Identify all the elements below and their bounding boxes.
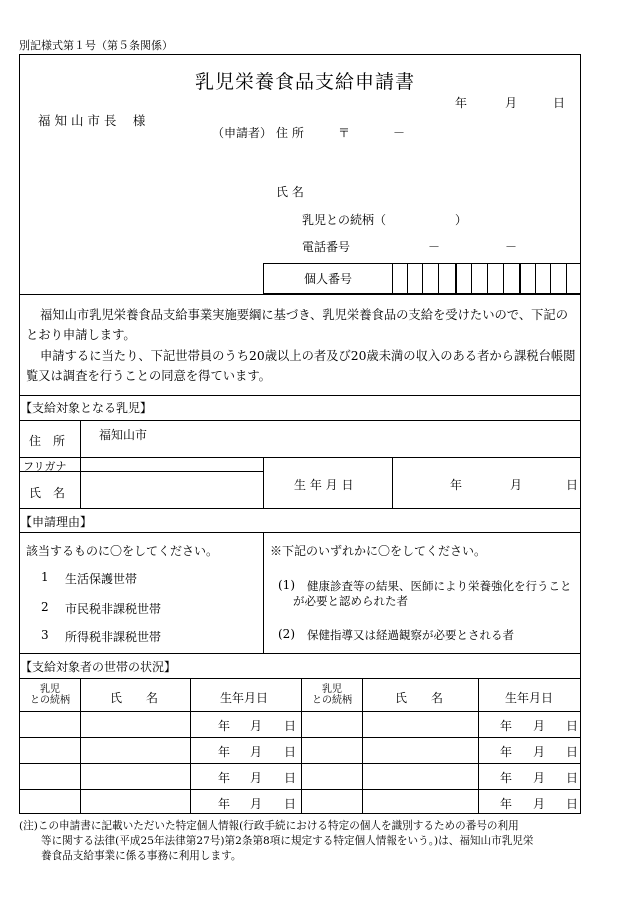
phone-label: 電話番号	[302, 240, 351, 254]
phone-dash-1: －	[428, 240, 441, 254]
row3-right-month: 月	[533, 771, 546, 785]
row1-right-month: 月	[533, 719, 546, 733]
reason-right-option-1-no: (1)	[278, 578, 295, 592]
col-birth-header-left: 生年月日	[220, 691, 269, 705]
section-infant-heading: 【支給対象となる乳児】	[20, 401, 153, 415]
col-name-header-left: 氏 名	[110, 691, 159, 705]
applicant-address-label: 住 所	[276, 126, 304, 140]
row1-left-day: 日	[284, 719, 297, 733]
row4-right-month: 月	[533, 797, 546, 811]
col-birth-header-right: 生年月日	[505, 691, 554, 705]
col-name-header-right: 氏 名	[395, 691, 444, 705]
row2-right-day: 日	[566, 745, 579, 759]
date-month-label: 月	[505, 96, 518, 110]
reason-right-option-2-no: (2)	[278, 627, 295, 641]
reason-right-option-2-text: 保健指導又は経過観察が必要とされる者	[307, 628, 514, 642]
reason-option-1-no: 1	[41, 570, 49, 584]
section-household-heading: 【支給対象者の世帯の状況】	[20, 660, 177, 674]
statement-paragraph-2: 申請するに当たり、下記世帯員のうち20歳以上の者及び20歳未満の収入のある者から課税台帳閲覧又は調査を行うことの同意を得ています。	[26, 349, 576, 383]
row2-left-year: 年	[218, 745, 231, 759]
row1-left-month: 月	[250, 719, 263, 733]
col-relation-header-right: 乳児 との続柄	[312, 684, 352, 706]
form-number: 別記様式第１号（第５条関係）	[19, 39, 173, 52]
row4-left-day: 日	[284, 797, 297, 811]
phone-dash-2: －	[505, 240, 518, 254]
date-year-label: 年	[455, 96, 468, 110]
row4-left-month: 月	[250, 797, 263, 811]
row2-right-month: 月	[533, 745, 546, 759]
reason-option-2-text: 市民税非課税世帯	[65, 602, 162, 616]
row2-right-year: 年	[500, 745, 513, 759]
infant-birth-year: 年	[450, 478, 463, 492]
row3-right-day: 日	[566, 771, 579, 785]
reason-left-instruction: 該当するものに〇をしてください。	[26, 544, 219, 558]
row2-left-month: 月	[250, 745, 263, 759]
reason-option-1-text: 生活保護世帯	[65, 572, 138, 586]
reason-right-instruction: ※下記のいずれかに〇をしてください。	[270, 544, 487, 558]
footnote-line-3: 養食品支給事業に係る事務に利用します。	[41, 850, 242, 862]
footnote-line-2: 等に関する法律(平成25年法律第27号)第2条第8項に規定する特定個人情報をいう。)は、福知山市乳児栄	[41, 835, 534, 847]
row4-right-day: 日	[566, 797, 579, 811]
applicant-label: （申請者）	[212, 126, 273, 140]
row1-left-year: 年	[218, 719, 231, 733]
row3-left-year: 年	[218, 771, 231, 785]
reason-option-2-no: 2	[41, 600, 49, 614]
mynumber-label: 個人番号	[304, 272, 353, 286]
addressee: 福 知 山 市 長 様	[38, 113, 146, 128]
infant-birth-label: 生 年 月 日	[294, 478, 354, 492]
furigana-label: フリガナ	[23, 460, 67, 473]
footnote-line-1: (注)この申請書に記載いただいた特定個人情報(行政手続における特定の個人を識別するための番号の利用	[19, 820, 519, 832]
infant-birth-day: 日	[566, 478, 579, 492]
statement-paragraph-1: 福知山市乳児栄養食品支給事業実施要綱に基づき、乳児栄養食品の支給を受けたいので、下記のとおり申請します。	[26, 308, 569, 342]
infant-address-label: 住 所	[29, 434, 66, 448]
row3-left-month: 月	[250, 771, 263, 785]
row3-left-day: 日	[284, 771, 297, 785]
row1-right-day: 日	[566, 719, 579, 733]
reason-option-3-no: 3	[41, 628, 49, 642]
reason-right-option-1-line2: が必要と認められた者	[293, 594, 408, 608]
infant-birth-month: 月	[510, 478, 523, 492]
applicant-name-label: 氏 名	[276, 185, 304, 199]
page-title: 乳児栄養食品支給申請書	[195, 71, 416, 93]
relation-label: 乳児との続柄（	[302, 213, 387, 227]
row1-right-year: 年	[500, 719, 513, 733]
section-reason-heading: 【申請理由】	[20, 515, 93, 529]
postal-mark: 〒	[338, 126, 351, 140]
row4-right-year: 年	[500, 797, 513, 811]
row2-left-day: 日	[284, 745, 297, 759]
col-relation-header-left: 乳児 との続柄	[30, 684, 70, 706]
postal-dash: －	[393, 126, 406, 140]
reason-right-option-1-line1: 健康診査等の結果、医師により栄養強化を行うこと	[307, 579, 572, 593]
infant-address-value: 福知山市	[99, 428, 148, 442]
reason-option-3-text: 所得税非課税世帯	[65, 630, 162, 644]
date-day-label: 日	[553, 96, 566, 110]
infant-name-label: 氏 名	[29, 486, 66, 500]
relation-close: ）	[455, 213, 468, 227]
row3-right-year: 年	[500, 771, 513, 785]
row4-left-year: 年	[218, 797, 231, 811]
